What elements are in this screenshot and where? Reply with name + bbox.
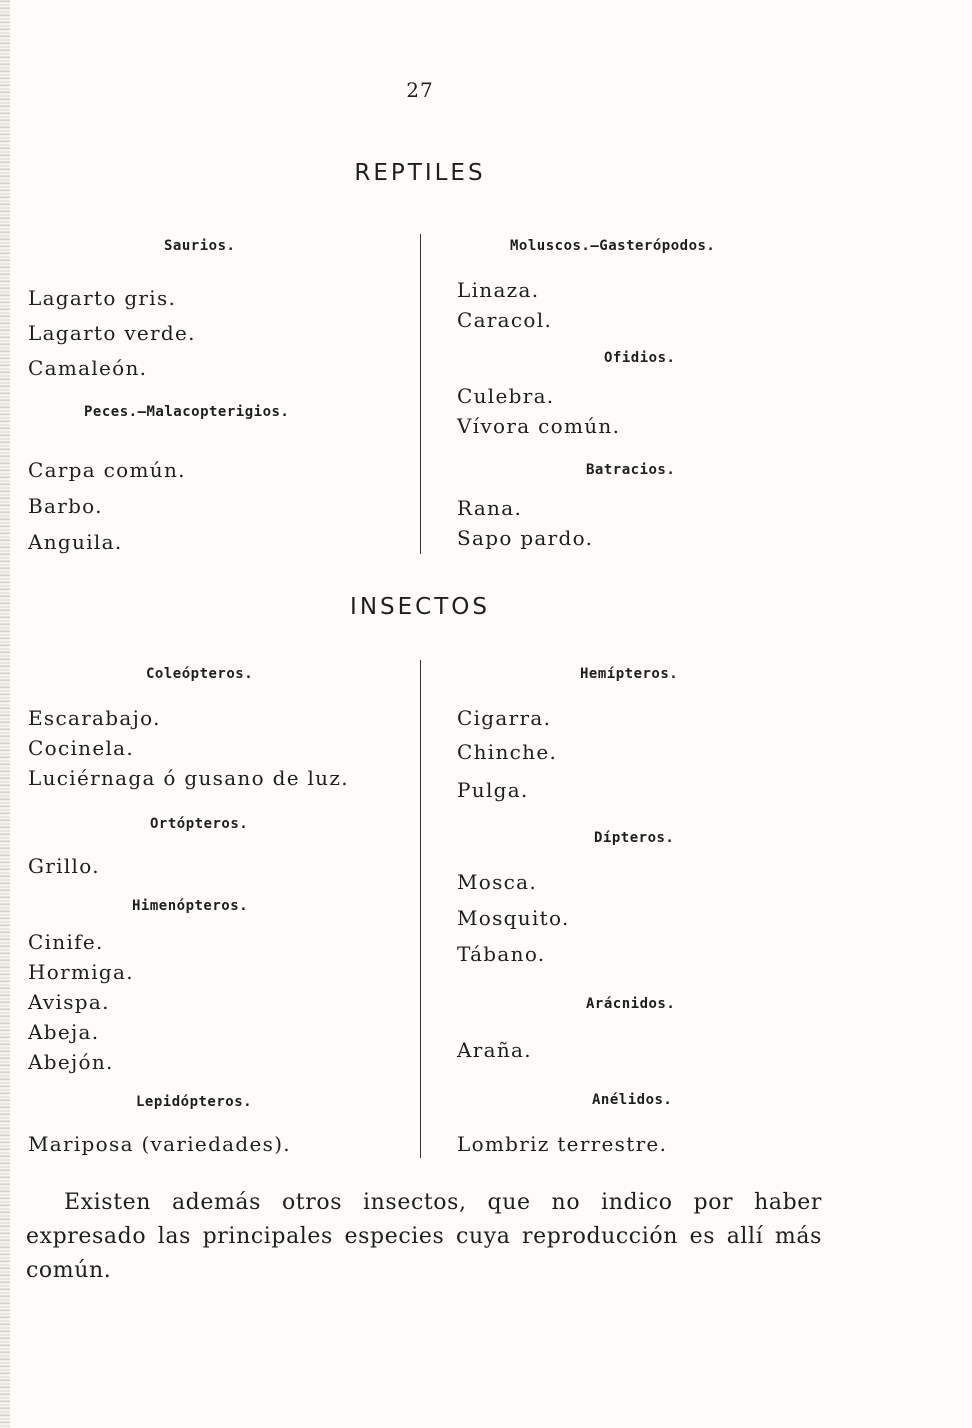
column-divider-insectos	[420, 660, 421, 1158]
heading-lepidopteros: Lepidópteros.	[136, 1094, 253, 1110]
list-item: Caracol.	[457, 308, 553, 332]
list-item: Mariposa (variedades).	[28, 1132, 291, 1156]
list-item: Mosquito.	[457, 906, 570, 930]
list-item: Vívora común.	[457, 414, 621, 438]
list-item: Araña.	[457, 1038, 532, 1062]
list-item: Cigarra.	[457, 706, 552, 730]
heading-himenopteros: Himenópteros.	[132, 898, 249, 914]
column-divider-reptiles	[420, 234, 421, 554]
list-item: Cocinela.	[28, 736, 135, 760]
heading-saurios: Saurios.	[164, 238, 236, 254]
heading-anelidos: Anélidos.	[592, 1092, 673, 1108]
list-item: Lombriz terrestre.	[457, 1132, 668, 1156]
list-item: Lagarto verde.	[28, 321, 196, 345]
heading-dipteros: Dípteros.	[594, 830, 675, 846]
heading-hemipteros: Hemípteros.	[580, 666, 679, 682]
list-item: Cinife.	[28, 930, 104, 954]
page-number: 27	[406, 78, 434, 102]
list-item: Avispa.	[28, 990, 110, 1014]
list-item: Lagarto gris.	[28, 286, 177, 310]
list-item: Escarabajo.	[28, 706, 161, 730]
page-binding-edge	[0, 0, 10, 1428]
list-item: Grillo.	[28, 854, 100, 878]
heading-peces: Peces.—Malacopterigios.	[84, 404, 290, 420]
list-item: Pulga.	[457, 778, 529, 802]
list-item: Barbo.	[28, 494, 103, 518]
heading-coleopteros: Coleópteros.	[146, 666, 254, 682]
list-item: Chinche.	[457, 740, 558, 764]
list-item: Mosca.	[457, 870, 538, 894]
heading-batracios: Batracios.	[586, 462, 676, 478]
list-item: Culebra.	[457, 384, 555, 408]
list-item: Abeja.	[28, 1020, 100, 1044]
list-item: Anguila.	[28, 530, 123, 554]
heading-ortopteros: Ortópteros.	[150, 816, 249, 832]
closing-paragraph: Existen además otros insectos, que no indico por haber expresado las principales especies cuya reproducción es allí más común.	[26, 1190, 822, 1283]
section-title-insectos: INSECTOS	[350, 594, 490, 620]
list-item: Sapo pardo.	[457, 526, 594, 550]
list-item: Rana.	[457, 496, 523, 520]
list-item: Linaza.	[457, 278, 540, 302]
heading-moluscos: Moluscos.—Gasterópodos.	[510, 238, 716, 254]
list-item: Hormiga.	[28, 960, 134, 984]
section-title-reptiles: REPTILES	[354, 160, 486, 186]
heading-aracnidos: Arácnidos.	[586, 996, 676, 1012]
list-item: Tábano.	[457, 942, 546, 966]
heading-ofidios: Ofidios.	[604, 350, 676, 366]
list-item: Luciérnaga ó gusano de luz.	[28, 766, 349, 790]
list-item: Abejón.	[28, 1050, 114, 1074]
list-item: Camaleón.	[28, 356, 148, 380]
list-item: Carpa común.	[28, 458, 186, 482]
